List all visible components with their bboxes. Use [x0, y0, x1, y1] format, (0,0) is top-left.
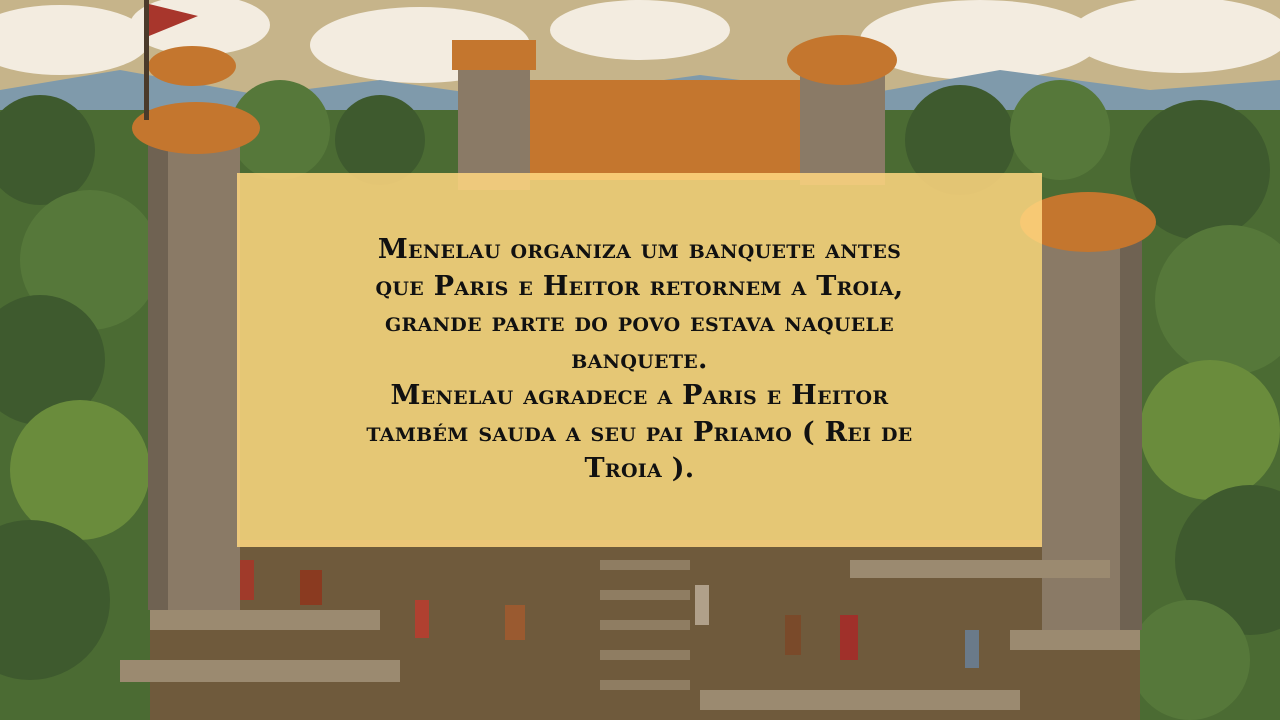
dialog-line: grande parte do povo estava naquele [384, 307, 895, 339]
story-dialog-box [237, 173, 1042, 547]
dialog-line: que Paris e Heitor retornem a Troia, [375, 270, 904, 302]
dialog-line: banquete. [571, 343, 708, 375]
dialog-line: Troia ). [584, 453, 695, 485]
dialog-line: Menelau organiza um banquete antes [377, 234, 902, 266]
dialog-line: Menelau agradece a Paris e Heitor [390, 380, 889, 412]
dialog-line: também sauda a seu pai Priamo ( Rei de [366, 416, 913, 448]
story-dialog-text [340, 232, 940, 488]
